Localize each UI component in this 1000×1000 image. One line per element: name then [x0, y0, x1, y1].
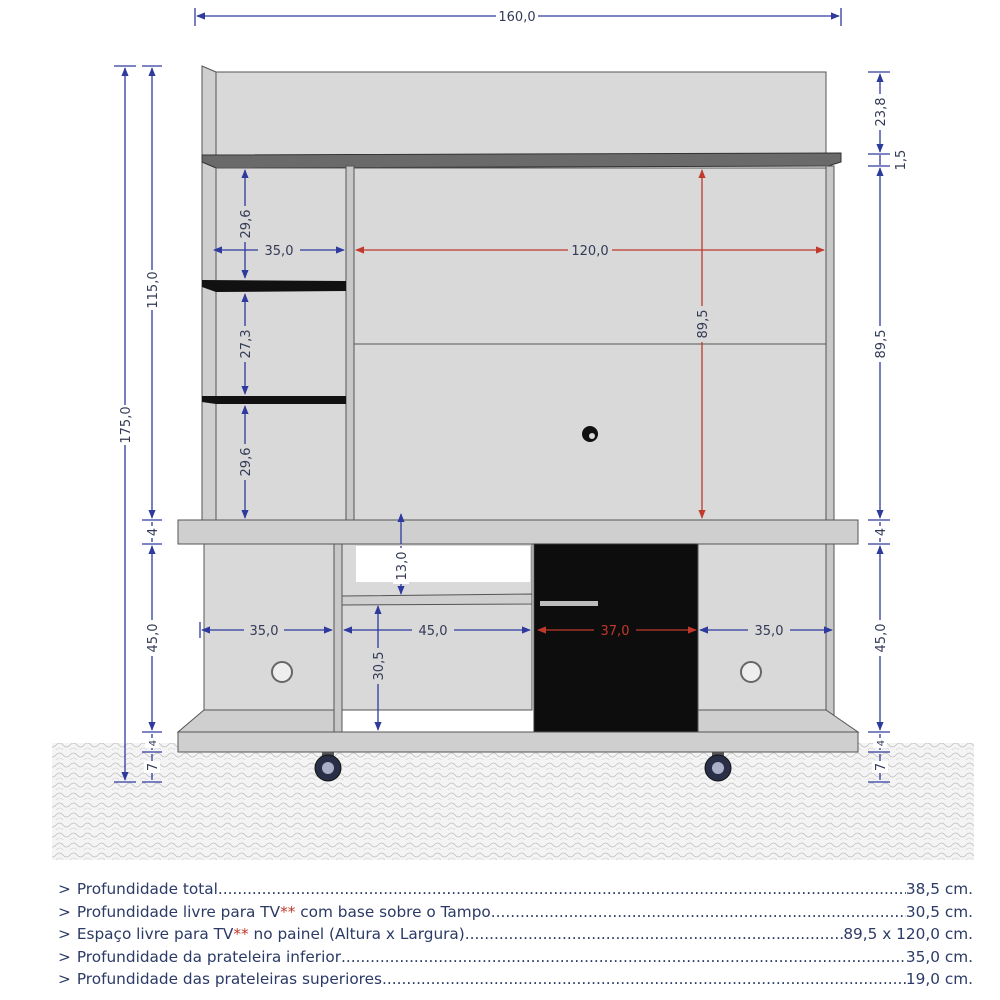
right-post	[826, 166, 834, 520]
spec-label: Profundidade livre para TV	[76, 902, 281, 921]
spec-stars: **	[233, 925, 249, 943]
dim-door-width: 37,0	[600, 624, 630, 639]
grommet-right	[741, 662, 761, 682]
spec-row	[58, 878, 973, 901]
dim-lower-height-left: 45,0	[146, 623, 161, 653]
spec-row	[58, 923, 973, 946]
dim-top-panel-height: 23,8	[874, 97, 889, 127]
dim-panel-height-right: 89,5	[874, 329, 889, 359]
dim-tampo-left: 4	[146, 527, 161, 537]
niche-top-opening	[356, 546, 530, 582]
spec-bullet: >	[58, 947, 71, 966]
dim-left-gap-bottom: 29,6	[239, 447, 254, 477]
dim-upper-height: 115,0	[146, 271, 161, 309]
dim-niche-height: 30,5	[372, 651, 387, 681]
spec-value: 89,5 x 120,0 cm.	[843, 925, 973, 943]
floor	[52, 743, 974, 860]
spec-bullet: >	[58, 902, 71, 921]
spec-value: 30,5 cm.	[905, 902, 973, 921]
spec-label-suffix: no painel (Altura x Largura)	[248, 925, 465, 943]
dim-tv-width: 120,0	[571, 244, 609, 259]
spec-value: 35,0 cm.	[905, 947, 973, 966]
dim-tv-height: 89,5	[696, 309, 711, 339]
spec-label: Espaço livre para TV	[76, 925, 234, 943]
spec-row	[58, 946, 973, 969]
dot-leader	[382, 968, 906, 991]
spec-row	[58, 901, 973, 924]
spec-bullet: >	[58, 925, 71, 943]
dim-lower-left-width: 35,0	[249, 624, 279, 639]
dim-wheel-left: 7	[146, 762, 161, 772]
dim-left-gap-middle: 27,3	[239, 329, 254, 359]
spec-list	[58, 878, 973, 991]
spec-value: 19,0 cm.	[905, 970, 973, 988]
spec-label-suffix: com base sobre o Tampo	[295, 902, 491, 921]
dim-total-height: 175,0	[119, 406, 134, 444]
base	[178, 732, 858, 752]
left-shelf-lower	[202, 396, 346, 404]
spec-stars: **	[280, 902, 296, 921]
spec-row	[58, 968, 973, 991]
tampo	[178, 520, 858, 544]
top-shelf	[202, 153, 841, 168]
dim-base-right: 4	[876, 739, 887, 747]
bottom-shelf	[178, 710, 334, 732]
dot-leader	[218, 878, 906, 901]
dim-lower-center-width: 45,0	[418, 624, 448, 639]
dim-niche-top-gap: 13,0	[395, 551, 410, 581]
dim-total-width: 160,0	[498, 10, 536, 25]
dim-base-left: 4	[148, 739, 159, 747]
niche-shelf	[342, 594, 532, 605]
back-panel-top	[216, 72, 826, 156]
dot-leader	[341, 946, 906, 969]
dim-tampo-right: 4	[874, 527, 889, 537]
left-side-post	[202, 66, 216, 520]
dim-lower-height-right: 45,0	[874, 623, 889, 653]
spec-label: Profundidade das prateleiras superiores	[76, 970, 383, 988]
dim-wheel-right: 7	[874, 762, 889, 772]
spec-bullet: >	[58, 970, 71, 988]
dot-leader	[465, 923, 844, 946]
grommet-left	[272, 662, 292, 682]
lower-divider-1	[334, 544, 342, 732]
spec-value: 38,5 cm.	[905, 880, 973, 898]
dim-lower-right-width: 35,0	[754, 624, 784, 639]
dim-left-shelf-width: 35,0	[264, 244, 294, 259]
left-shelf-upper	[202, 280, 346, 292]
lower-right-post	[826, 544, 834, 732]
left-shelf-cavity	[216, 168, 346, 520]
cable-hole-ring	[589, 433, 595, 439]
dim-left-gap-top: 29,6	[239, 209, 254, 239]
spec-bullet: >	[58, 880, 71, 898]
dim-top-shelf-thickness: 1,5	[894, 149, 909, 171]
dot-leader	[491, 901, 906, 924]
spec-label: Profundidade total	[76, 880, 218, 898]
spec-label: Profundidade da prateleira inferior	[76, 947, 341, 966]
left-divider	[346, 166, 354, 520]
door-handle	[540, 601, 598, 606]
